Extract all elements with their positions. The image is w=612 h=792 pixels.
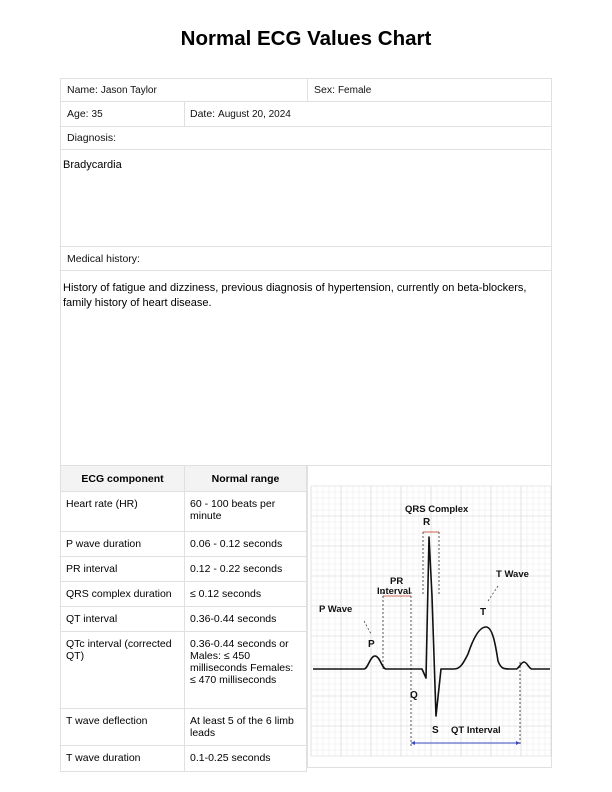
table-cell-component: QRS complex duration <box>61 582 185 607</box>
table-row <box>61 532 307 557</box>
table-cell-component: T wave duration <box>61 746 185 772</box>
table-row <box>61 582 307 607</box>
age-label: Age: <box>67 108 89 120</box>
label-q: Q <box>410 690 418 701</box>
table-cell-range: 0.06 - 0.12 seconds <box>185 532 307 557</box>
history-text: History of fatigue and dizziness, previous diagnosis of hypertension, currently on beta-blockers, family history of heart disease. <box>63 282 527 309</box>
sex-field <box>314 84 371 96</box>
table-cell-component: P wave duration <box>61 532 185 557</box>
sex-label: Sex: <box>314 84 336 96</box>
label-s: S <box>432 725 439 736</box>
label-qt-interval: QT Interval <box>451 725 501 736</box>
table-cell-component: QTc interval (corrected QT) <box>61 632 185 709</box>
label-t: T <box>480 607 487 618</box>
table-cell-range: 0.36-0.44 seconds <box>185 607 307 632</box>
diagnosis-label: Diagnosis: <box>67 132 117 144</box>
page-title: Normal ECG Values Chart <box>180 27 432 50</box>
name-value: Jason Taylor <box>100 85 157 96</box>
name-field <box>67 84 157 96</box>
table-cell-range: 0.1-0.25 seconds <box>185 746 307 772</box>
label-p: P <box>368 639 375 650</box>
table-cell-component: T wave deflection <box>61 709 185 746</box>
table-cell-component: QT interval <box>61 607 185 632</box>
sex-value: Female <box>337 85 372 96</box>
table-row <box>61 557 307 582</box>
ecg-diagram-panel <box>307 465 552 768</box>
table-row <box>61 746 307 772</box>
table-row <box>61 607 307 632</box>
age-value: 35 <box>91 109 103 120</box>
table-cell-range: 0.36-0.44 seconds or Males: ≤ 450 milliseconds Females: ≤ 470 milliseconds <box>185 632 307 709</box>
table-cell-range: At least 5 of the 6 limb leads <box>185 709 307 746</box>
patient-info-form <box>60 78 552 466</box>
name-label: Name: <box>67 84 98 96</box>
ecg-diagram <box>308 466 553 769</box>
date-field <box>190 108 291 120</box>
table-cell-component: Heart rate (HR) <box>61 492 185 532</box>
date-value: August 20, 2024 <box>218 109 291 120</box>
table-cell-range: 60 - 100 beats per minute <box>185 492 307 532</box>
table-row <box>61 709 307 746</box>
table-row <box>61 492 307 532</box>
ecg-values-table <box>60 465 307 772</box>
label-t-wave: T Wave <box>496 569 529 580</box>
label-p-wave: P Wave <box>319 604 353 615</box>
table-header-component: ECG component <box>61 466 185 492</box>
diagnosis-text: Bradycardia <box>63 159 122 171</box>
table-header-range: Normal range <box>185 466 307 492</box>
date-label: Date: <box>190 108 216 120</box>
table-cell-range: ≤ 0.12 seconds <box>185 582 307 607</box>
label-pr: PR <box>390 576 404 587</box>
history-label: Medical history: <box>67 253 140 265</box>
label-qrs-complex: QRS Complex <box>405 504 469 515</box>
table-cell-component: PR interval <box>61 557 185 582</box>
label-r: R <box>423 517 431 528</box>
table-cell-range: 0.12 - 0.22 seconds <box>185 557 307 582</box>
label-interval: Interval <box>377 586 411 597</box>
age-field <box>67 108 103 120</box>
ecg-grid <box>311 486 551 756</box>
table-row <box>61 632 307 709</box>
